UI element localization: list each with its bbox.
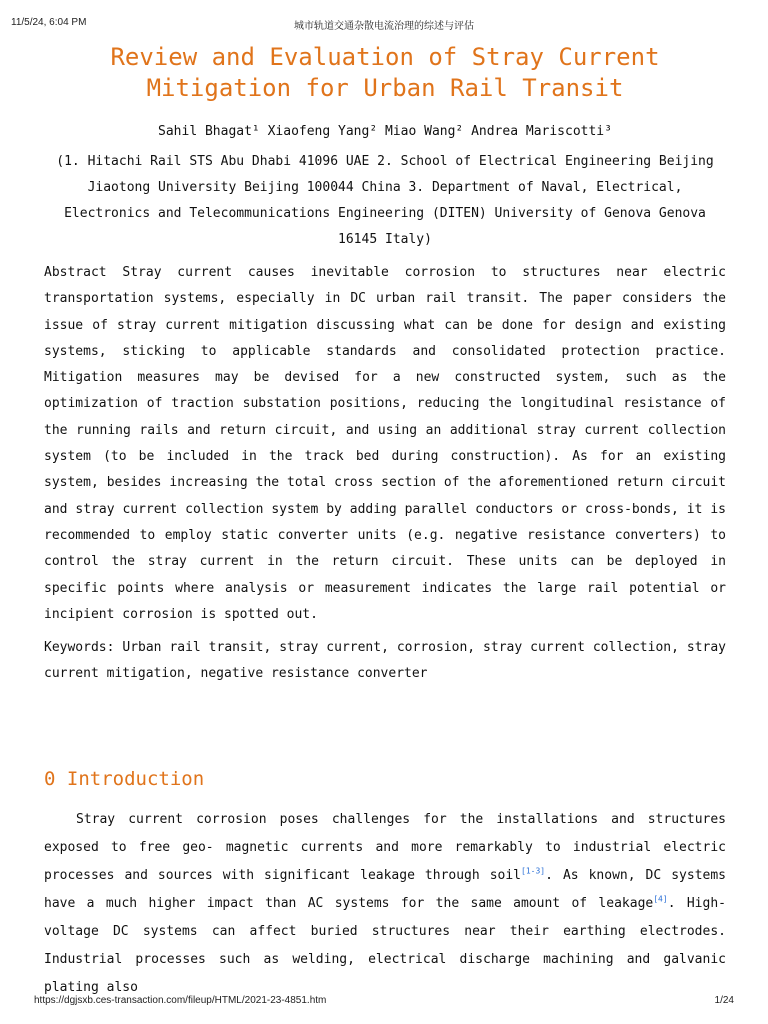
intro-text-part3: . High-voltage DC systems can affect buried structures near their earthing electrodes. Industrial processes such as welding, electrical discharge machining and galvanic plating also — [44, 896, 726, 995]
introduction-paragraph — [44, 806, 726, 1002]
section-introduction-title: 0 Introduction — [44, 768, 205, 790]
paper-authors: Sahil Bhagat¹ Xiaofeng Yang² Miao Wang² Andrea Mariscotti³ — [158, 124, 612, 139]
document-page — [44, 40, 727, 995]
paper-title-line2: Mitigation for Urban Rail Transit — [146, 74, 624, 102]
print-page-number: 1/24 — [714, 995, 734, 1006]
citation-link[interactable]: [1-3] — [521, 866, 546, 876]
paper-title-line1: Review and Evaluation of Stray Current — [110, 43, 660, 71]
paper-title — [44, 42, 726, 104]
print-url: https://dgjsxb.ces-transaction.com/fileup/HTML/2021-23-4851.htm — [34, 995, 327, 1006]
paper-affiliations: (1. Hitachi Rail STS Abu Dhabi 41096 UAE 2. School of Electrical Engineering Beijing Jiaotong University Beijing 100044 China 3. Department of Naval, Electrical, Electronics and Telecommunications Engineering (DITEN) University of Genova Genova 16145 Italy) — [56, 154, 714, 247]
print-datetime: 11/5/24, 6:04 PM — [11, 17, 87, 28]
print-header — [0, 17, 768, 31]
paper-abstract: Abstract Stray current causes inevitable corrosion to structures near electric transportation systems, especially in DC urban rail transit. The paper considers the issue of stray current mitigation discussing what can be done for design and existing systems, sticking to applicable standards and consolidated protection practice. Mitigation measures may be devised for a new constructed system, such as the optimization of traction substation positions, reducing the longitudinal resistance of the running rails and return circuit, and using an additional stray current collection system (to be included in the track bed during construction). As for an existing system, besides increasing the total cross section of the aforementioned return circuit and stray current collection system by adding parallel conductors or cross-bonds, it is recommended to employ static converter units (e.g. negative resistance converters) to control the stray current in the return circuit. These units can be deployed in specific points where analysis or measurement indicates the large rail potential or incipient corrosion is spotted out. — [44, 265, 726, 622]
print-footer — [0, 995, 768, 1009]
citation-link[interactable]: [4] — [653, 894, 668, 904]
print-page-title: 城市轨道交通杂散电流治理的综述与评估 — [294, 21, 474, 32]
paper-keywords: Keywords: Urban rail transit, stray current, corrosion, stray current collection, stray current mitigation, negative resistance converter — [44, 640, 726, 682]
intro-text-part1: Stray current corrosion poses challenges for the installations and structures exposed to free geo- magnetic currents and more remarkably to industrial electric processes and sources with significant leakage through soil — [44, 812, 726, 883]
intro-text-part2: . As known, DC systems have a much higher impact than AC systems for the same amount of leakage — [44, 868, 727, 911]
